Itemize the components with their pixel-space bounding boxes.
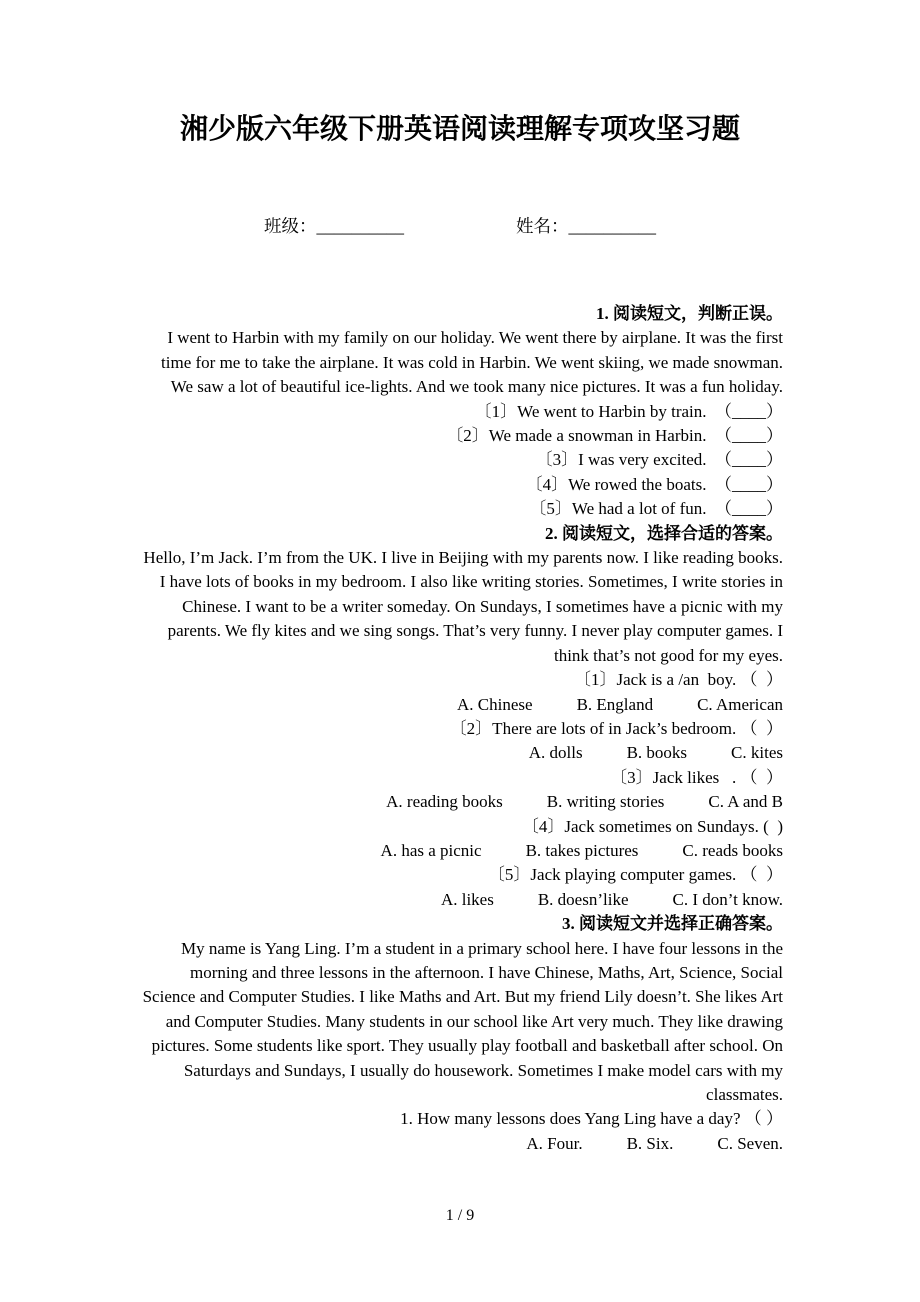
option-a: A. Chinese	[457, 694, 533, 714]
section-3-heading: 3. 阅读短文并选择正确答案。	[562, 914, 783, 934]
mc-question-4-options	[137, 839, 783, 863]
option-a: A. has a picnic	[380, 840, 482, 860]
mc-question-4-text: 〔4〕Jack sometimes on Sundays. ( )	[521, 816, 783, 836]
option-a: A. reading books	[386, 792, 503, 812]
option-c: C. reads books	[682, 840, 783, 860]
option-a: A. Four.	[526, 1133, 583, 1153]
mc-question-6-options	[137, 1132, 783, 1156]
section-1-passage: I went to Harbin with my family on our holiday. We went there by airplane. It was the first time for me to take the airplane. It was cold in Harbin. We went skiing, we made snowman. We saw a lot of beautiful ice-lights. And we took many nice pictures. It was a fun holiday.	[161, 328, 788, 397]
mc-question-2-options	[137, 741, 783, 765]
mc-question-5-text: 〔5〕Jack playing computer games. （ ）	[487, 865, 783, 885]
mc-question-1-text: 〔1〕Jack is a /an boy. （ ）	[573, 670, 783, 690]
tf-item-1: 〔1〕We went to Harbin by train. （____）	[474, 401, 783, 421]
option-b: B. writing stories	[546, 792, 665, 812]
option-b: B. Six.	[626, 1133, 674, 1153]
class-blank-field: 班级：__________	[264, 216, 404, 236]
mc-question-5-options	[137, 888, 783, 912]
option-c: C. I don’t know.	[672, 889, 783, 909]
name-blank-field: 姓名：__________	[516, 216, 656, 236]
page-title: 湘少版六年级下册英语阅读理解专项攻坚习题	[179, 114, 740, 145]
section-2-passage: Hello, I’m Jack. I’m from the UK. I live in Beijing with my parents now. I like reading books. I have lots of books in my bedroom. I also like writing stories. Sometimes, I write stories in Chinese. I want to be a writer someday. On Sundays, I sometimes have a picnic with my parents. We fly kites and we sing songs. That’s very funny. I never play computer games. I think that’s not good for my eyes.	[143, 548, 788, 665]
section-2-heading: 2. 阅读短文，选择合适的答案。	[545, 523, 783, 543]
section-3-passage: My name is Yang Ling. I’m a student in a primary school here. I have four lessons in the morning and three lessons in the afternoon. I have Chinese, Maths, Art, Science, Social Science and Computer Studies. I like Maths and Art. But my friend Lily doesn’t. She likes Art and Computer Studies. Many students in our school like Art very much. They like drawing pictures. Some students like sport. They usually play football and basketball after school. On Saturdays and Sundays, I usually do housework. Sometimes I make model cars with my classmates.	[142, 938, 788, 1104]
option-b: B. doesn’like	[537, 889, 629, 909]
option-c: C. Seven.	[717, 1133, 783, 1153]
option-b: B. books	[626, 743, 688, 763]
option-a: A. likes	[440, 889, 494, 909]
option-c: C. kites	[731, 743, 783, 763]
option-b: B. England	[576, 694, 654, 714]
section-1-heading: 1. 阅读短文，判断正误。	[596, 304, 783, 323]
mc-question-1-options	[137, 693, 783, 717]
tf-item-4: 〔4〕We rowed the boats. （____）	[525, 474, 783, 494]
student-info-row	[137, 214, 783, 238]
worksheet-content	[137, 302, 788, 1156]
option-a: A. dolls	[528, 743, 583, 763]
mc-question-2-text: 〔2〕There are lots of in Jack’s bedroom. （ ）	[449, 718, 783, 738]
option-c: C. American	[697, 694, 783, 714]
mc-question-3-text: 〔3〕Jack likes . （ ）	[610, 767, 783, 787]
page-number: 1 / 9	[445, 1207, 475, 1224]
tf-item-2: 〔2〕We made a snowman in Harbin. （____）	[446, 426, 783, 446]
option-b: B. takes pictures	[525, 840, 639, 860]
option-c: C. A and B	[708, 792, 783, 812]
tf-item-5: 〔5〕We had a lot of fun. （____）	[529, 499, 783, 519]
mc-question-6-text: 1. How many lessons does Yang Ling have a day? （ ）	[400, 1109, 783, 1129]
tf-item-3: 〔3〕I was very excited. （____）	[535, 450, 783, 470]
mc-question-3-options	[137, 790, 783, 814]
